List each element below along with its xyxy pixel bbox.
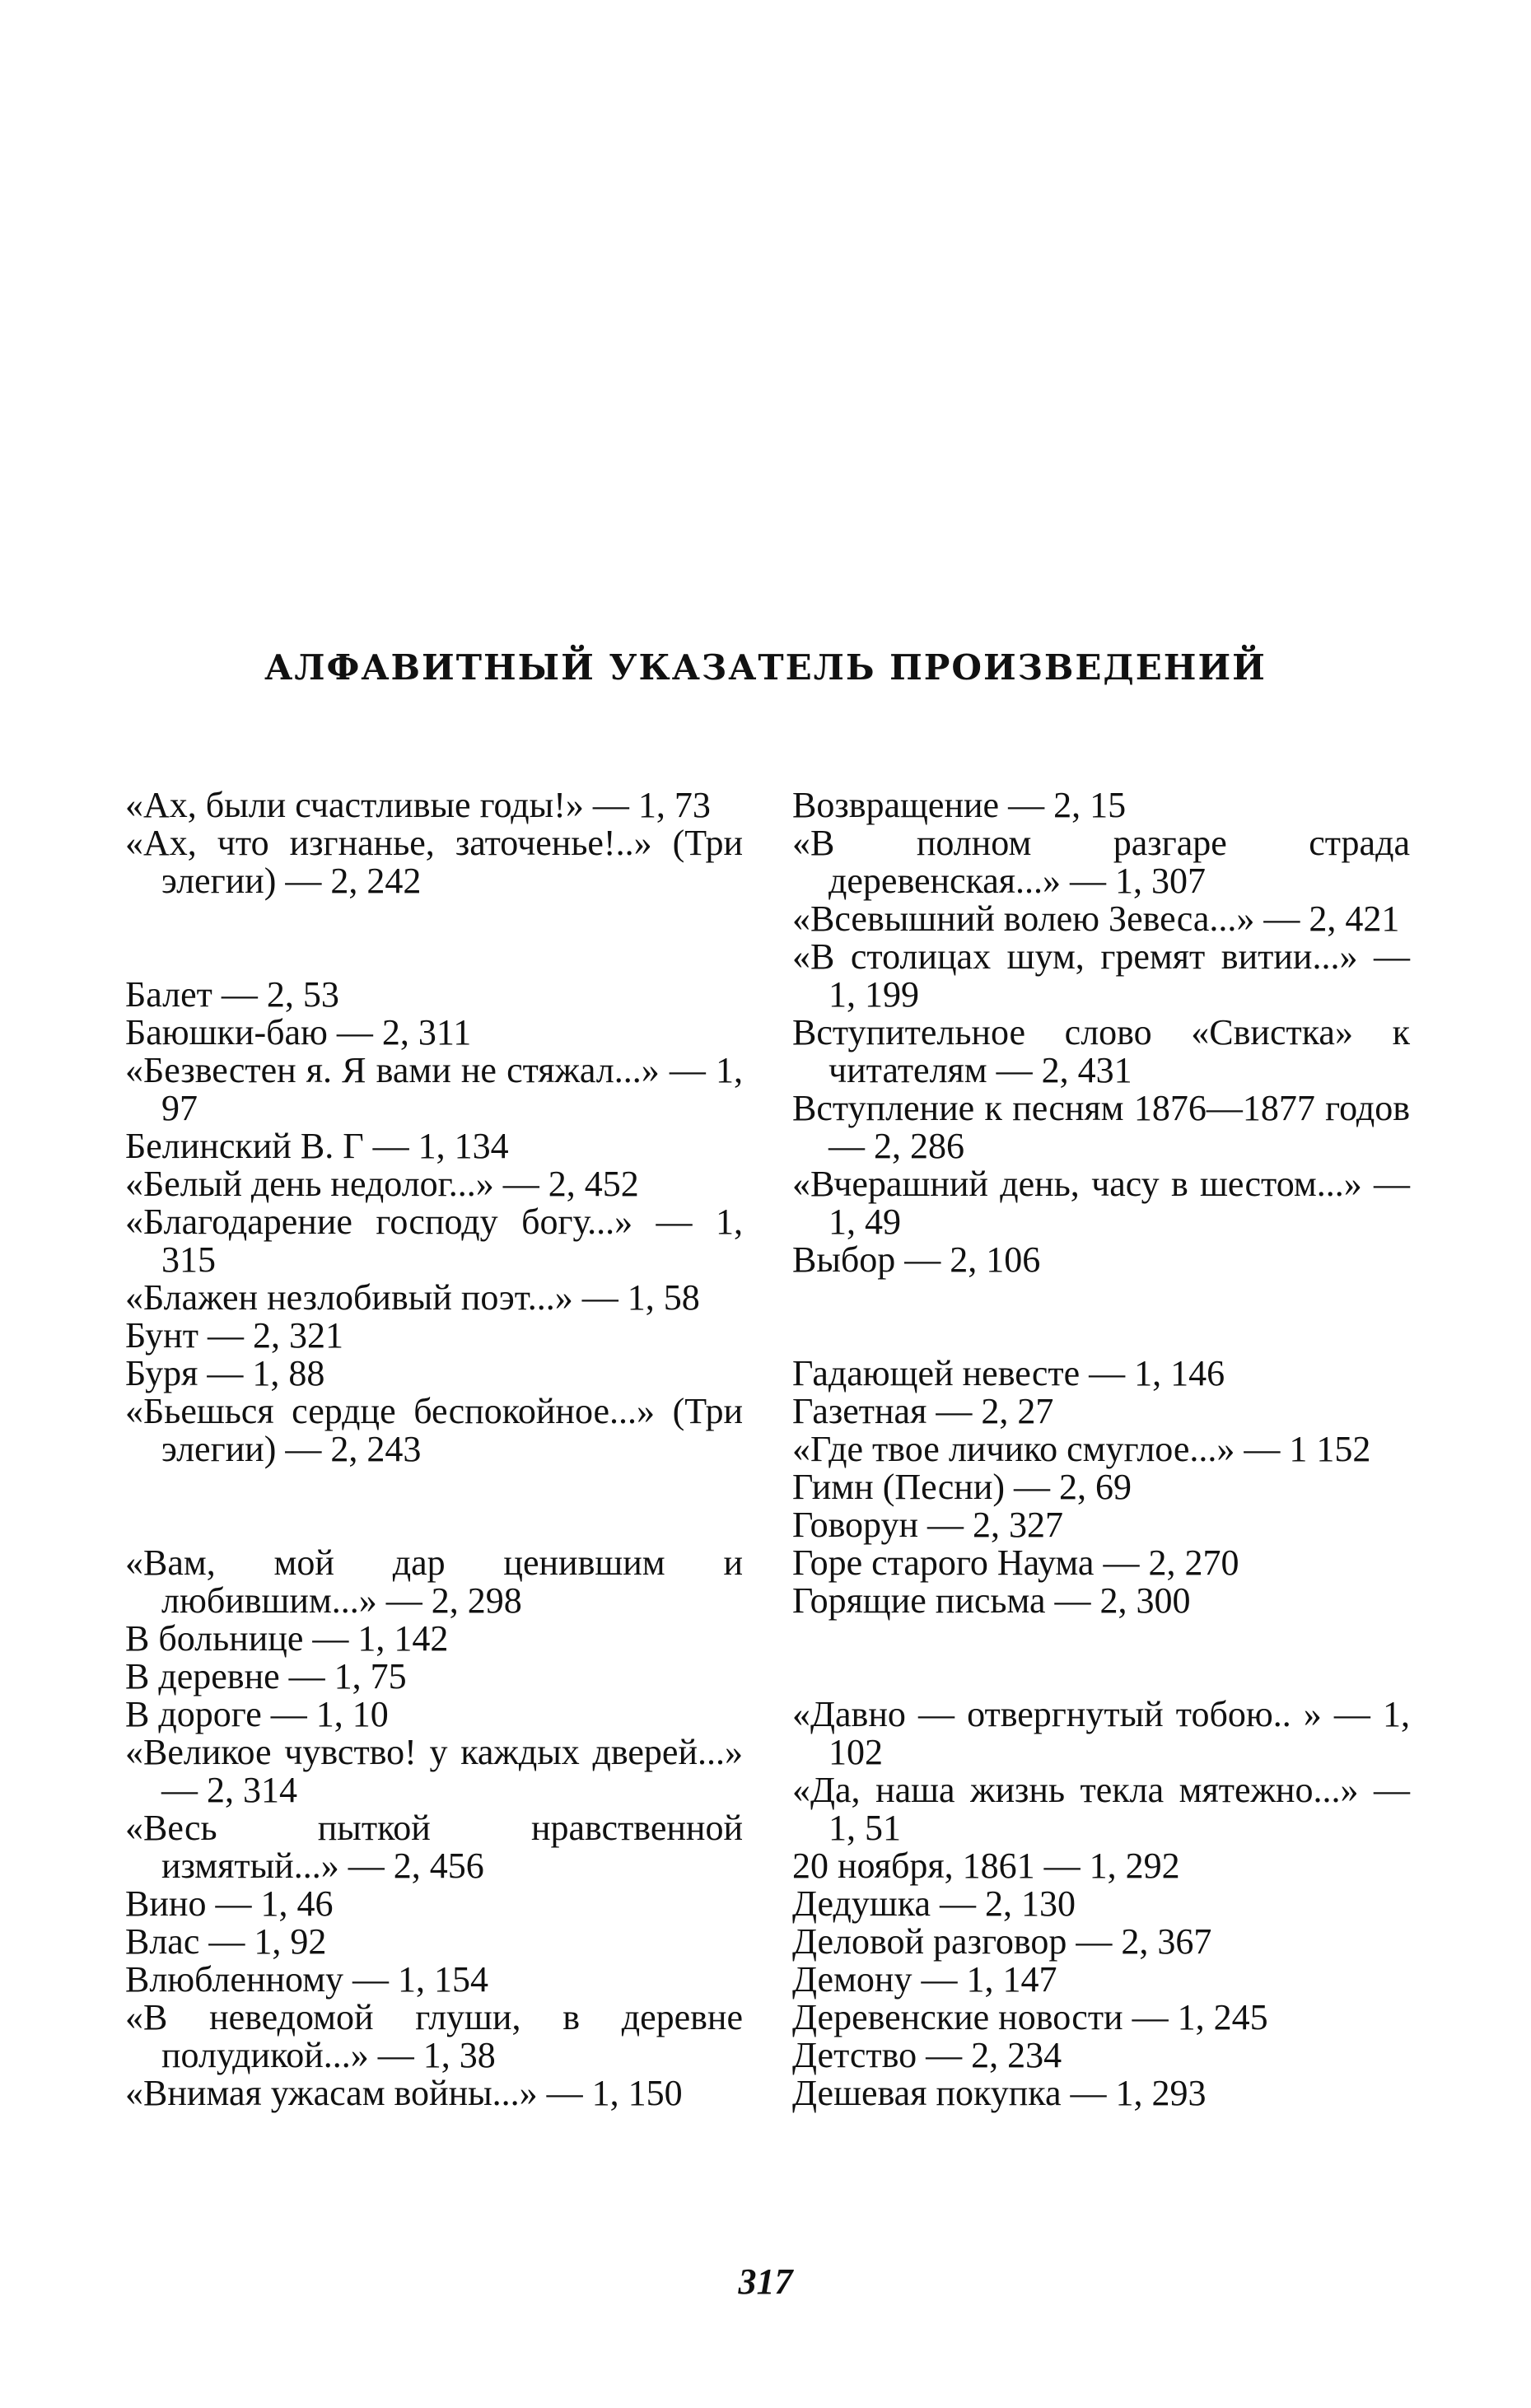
index-entry: Баюшки-баю — 2, 311 bbox=[125, 1012, 472, 1052]
index-entry: «Всевышний волею Зевеса...» — 2, 421 bbox=[792, 898, 1400, 939]
index-entry: Гимн (Песни) — 2, 69 bbox=[792, 1467, 1132, 1507]
index-group-v bbox=[125, 1544, 743, 2112]
index-entry: В дороге — 1, 10 bbox=[125, 1694, 389, 1734]
page-title: АЛФАВИТНЫЙ УКАЗАТЕЛЬ ПРОИЗВЕДЕНИЙ bbox=[264, 647, 1267, 688]
page-number: 317 bbox=[738, 2261, 793, 2302]
index-entry: «Да, наша жизнь текла мятежно...» — 1, 51 bbox=[792, 1770, 1410, 1848]
index-entry: Газетная — 2, 27 bbox=[792, 1391, 1054, 1431]
index-entry: Деревенские новости — 1, 245 bbox=[792, 1997, 1268, 2037]
index-entry: В деревне — 1, 75 bbox=[125, 1656, 407, 1696]
index-entry: Вступительное слово «Свистка» к читателям — 2, 431 bbox=[792, 1012, 1410, 1090]
index-column-right bbox=[792, 786, 1410, 2112]
index-entry: Демону — 1, 147 bbox=[792, 1959, 1057, 2000]
index-entry: Дешевая покупка — 1, 293 bbox=[792, 2073, 1207, 2113]
index-entry: «В полном разгаре страда деревенская...» — 1, 307 bbox=[792, 823, 1410, 901]
index-group-d bbox=[792, 1696, 1410, 2112]
index-entry: Буря — 1, 88 bbox=[125, 1353, 325, 1393]
index-entry: Горе старого Наума — 2, 270 bbox=[792, 1542, 1239, 1583]
index-entry: Горящие письма — 2, 300 bbox=[792, 1580, 1191, 1621]
index-entry: «Бьешься сердце беспокойное...» (Три элегии) — 2, 243 bbox=[125, 1391, 743, 1469]
index-entry: Вино — 1, 46 bbox=[125, 1883, 334, 1924]
index-entry: Возвращение — 2, 15 bbox=[792, 785, 1127, 825]
index-entry: Балет — 2, 53 bbox=[125, 974, 339, 1015]
index-entry: «Вчерашний день, часу в шестом...» — 1, 49 bbox=[792, 1164, 1410, 1242]
index-entry: Говорун — 2, 327 bbox=[792, 1505, 1064, 1545]
index-entry: Вступление к песням 1876—1877 годов — 2, 286 bbox=[792, 1088, 1410, 1166]
index-entry: В больнице — 1, 142 bbox=[125, 1618, 449, 1659]
index-entry: Гадающей невесте — 1, 146 bbox=[792, 1353, 1225, 1393]
index-group-b bbox=[125, 976, 743, 1468]
index-entry: «Где твое личико смуглое...» — 1 152 bbox=[792, 1429, 1371, 1469]
index-entry: «Блажен незлобивый поэт...» — 1, 58 bbox=[125, 1277, 700, 1318]
index-entry: «Белый день недолог...» — 2, 452 bbox=[125, 1164, 639, 1204]
index-group-g bbox=[792, 1355, 1410, 1620]
index-entry: 20 ноября, 1861 — 1, 292 bbox=[792, 1846, 1180, 1886]
index-entry: «Безвестен я. Я вами не стяжал...» — 1, 97 bbox=[125, 1050, 743, 1128]
index-entry: «Благодарение господу богу...» — 1, 315 bbox=[125, 1202, 743, 1280]
index-column-left bbox=[125, 786, 743, 2112]
index-entry: «Ах, что изгнанье, заточенье!..» (Три элегии) — 2, 242 bbox=[125, 823, 743, 901]
index-entry: «Весь пыткой нравственной измятый...» — 2, 456 bbox=[125, 1808, 743, 1886]
index-entry: «Давно — отвергнутый тобою.. » — 1, 102 bbox=[792, 1694, 1410, 1772]
index-entry: Дедушка — 2, 130 bbox=[792, 1883, 1076, 1924]
index-entry: Детство — 2, 234 bbox=[792, 2035, 1062, 2075]
index-entry: «В неведомой глуши, в деревне полудикой...» — 1, 38 bbox=[125, 1997, 743, 2075]
index-group-v-cont bbox=[792, 786, 1410, 1279]
index-entry: «Внимая ужасам войны...» — 1, 150 bbox=[125, 2073, 683, 2113]
index-entry: «В столицах шум, гремят витии...» — 1, 199 bbox=[792, 936, 1410, 1015]
index-entry: Бунт — 2, 321 bbox=[125, 1315, 343, 1356]
index-entry: Влас — 1, 92 bbox=[125, 1921, 327, 1962]
index-entry: Деловой разговор — 2, 367 bbox=[792, 1921, 1212, 1962]
index-entry: Выбор — 2, 106 bbox=[792, 1239, 1041, 1280]
index-entry: «Ах, были счастливые годы!» — 1, 73 bbox=[125, 785, 711, 825]
index-entry: «Вам, мой дар ценившим и любившим...» — 2, 298 bbox=[125, 1542, 743, 1621]
index-entry: Белинский В. Г — 1, 134 bbox=[125, 1126, 509, 1166]
index-group-a bbox=[125, 786, 743, 900]
index-entry: «Великое чувство! у каждых дверей...» — 2, 314 bbox=[125, 1732, 743, 1810]
index-entry: Влюбленному — 1, 154 bbox=[125, 1959, 489, 2000]
